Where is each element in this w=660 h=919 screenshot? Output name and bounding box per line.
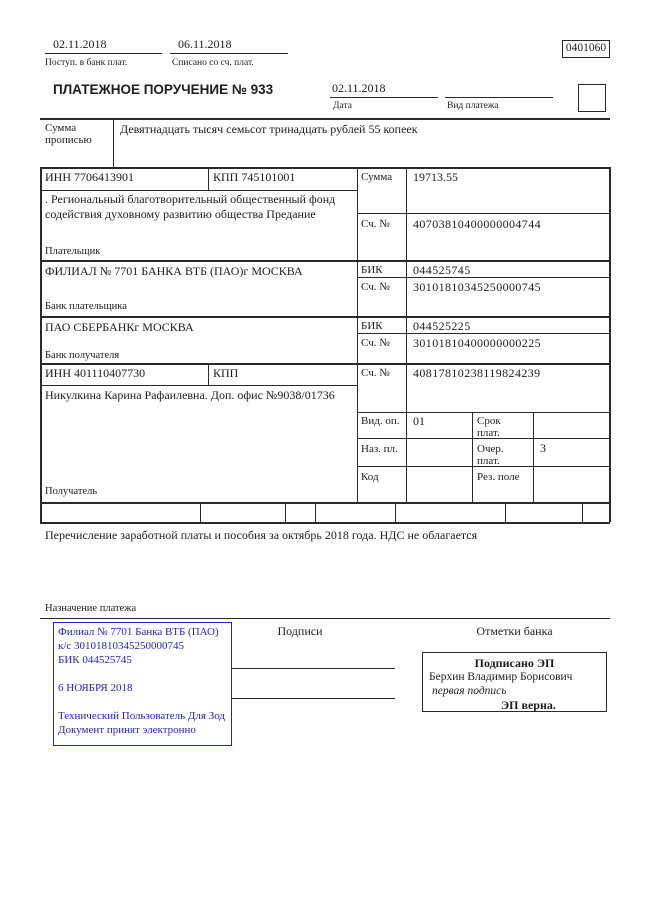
table-line bbox=[208, 167, 209, 190]
purpose-label: Назначение платежа bbox=[45, 603, 137, 614]
payee-account: 40817810238119824239 bbox=[413, 366, 541, 380]
electronic-signature-stamp bbox=[422, 652, 607, 712]
table-line bbox=[285, 502, 286, 522]
term-label: Срок плат. bbox=[477, 415, 501, 439]
payee-bank-bik-label: БИК bbox=[361, 320, 383, 332]
table-line bbox=[40, 167, 42, 522]
table-line bbox=[582, 502, 583, 522]
payer-bank-bik-label: БИК bbox=[361, 264, 383, 276]
table-line bbox=[357, 333, 610, 334]
payer-account-label: Сч. № bbox=[361, 218, 390, 230]
op-type-label: Вид. оп. bbox=[361, 415, 400, 427]
table-line bbox=[208, 363, 209, 385]
form-code-box bbox=[562, 40, 610, 58]
received-in-bank-date: 02.11.2018 bbox=[53, 37, 107, 51]
payer-bank-label: Банк плательщика bbox=[45, 301, 127, 312]
signature-line bbox=[232, 698, 395, 699]
table-line bbox=[472, 412, 473, 502]
payer-bank-bik: 044525745 bbox=[413, 263, 471, 277]
bank-note-line bbox=[58, 667, 227, 681]
payee-label: Получатель bbox=[45, 486, 98, 497]
bank-note-line: к/с 30101810345250000745 bbox=[58, 640, 185, 652]
payer-label: Плательщик bbox=[45, 246, 101, 257]
payee-bank-name: ПАО СБЕРБАНКг МОСКВА bbox=[45, 320, 194, 334]
table-line bbox=[40, 502, 610, 504]
op-type-value: 01 bbox=[413, 414, 425, 428]
table-line bbox=[40, 385, 357, 386]
order-value: 3 bbox=[540, 441, 546, 455]
payer-bank-name: ФИЛИАЛ № 7701 БАНКА ВТБ (ПАО)г МОСКВА bbox=[45, 264, 303, 278]
table-line bbox=[40, 118, 610, 120]
amount-words-label: Сумма прописью bbox=[45, 122, 92, 146]
payment-type-box bbox=[578, 84, 606, 112]
table-line bbox=[40, 316, 610, 318]
date-label: Дата bbox=[333, 101, 352, 111]
bank-note-line: Технический Пользователь Для Зод bbox=[58, 710, 226, 722]
table-line bbox=[533, 412, 534, 502]
payer-inn: ИНН 7706413901 bbox=[45, 170, 134, 184]
payee-bank-bik: 044525225 bbox=[413, 319, 471, 333]
amount-words-value: Девятнадцать тысяч семьсот тринадцать рублей 55 копеек bbox=[120, 122, 418, 136]
bank-electronic-note bbox=[53, 622, 232, 746]
table-line bbox=[40, 167, 610, 169]
purpose-code-label: Наз. пл. bbox=[361, 443, 398, 455]
purpose-underline bbox=[40, 618, 610, 619]
sum-label: Сумма bbox=[361, 171, 393, 183]
payer-account: 40703810400000004744 bbox=[413, 217, 541, 231]
table-line bbox=[357, 277, 610, 278]
signature-line bbox=[232, 668, 395, 669]
table-line bbox=[357, 213, 610, 214]
form-code: 0401060 bbox=[565, 42, 607, 54]
payee-bank-account: 30101810400000000225 bbox=[413, 336, 541, 350]
debited-date: 06.11.2018 bbox=[178, 37, 232, 51]
payer-name: . Региональный благотворительный общественный фонд содействия духовному развитию общества Предание bbox=[45, 192, 336, 221]
sum-value: 19713.55 bbox=[413, 170, 458, 184]
stamp-first-signature-label: первая подпись bbox=[432, 685, 507, 697]
table-line bbox=[40, 260, 610, 262]
stamp-verified-label: ЭП верна. bbox=[501, 698, 556, 712]
table-line bbox=[357, 412, 610, 413]
bank-note-line: БИК 044525745 bbox=[58, 654, 132, 666]
received-date-underline bbox=[45, 53, 162, 54]
payer-kpp: КПП 745101001 bbox=[213, 170, 296, 184]
payee-inn: ИНН 401110407730 bbox=[45, 366, 146, 380]
bank-note-line: Филиал № 7701 Банка ВТБ (ПАО) bbox=[58, 626, 219, 638]
debited-label: Списано со сч. плат. bbox=[172, 58, 254, 68]
table-line bbox=[315, 502, 316, 522]
bank-marks-label: Отметки банка bbox=[476, 624, 553, 638]
table-line bbox=[40, 522, 610, 524]
payment-type-underline bbox=[445, 97, 553, 98]
document-date: 02.11.2018 bbox=[332, 81, 386, 95]
bank-note-line: 6 НОЯБРЯ 2018 bbox=[58, 682, 133, 694]
stamp-signed-label: Подписано ЭП bbox=[474, 656, 555, 670]
code-label: Код bbox=[361, 471, 379, 483]
debited-date-underline bbox=[170, 53, 288, 54]
payee-account-label: Сч. № bbox=[361, 367, 390, 379]
table-line bbox=[406, 167, 407, 502]
table-line bbox=[609, 167, 611, 522]
payer-bank-account-label: Сч. № bbox=[361, 281, 390, 293]
document-title: ПЛАТЕЖНОЕ ПОРУЧЕНИЕ № 933 bbox=[53, 82, 274, 97]
table-line bbox=[40, 363, 610, 365]
table-line bbox=[40, 190, 357, 191]
payee-bank-account-label: Сч. № bbox=[361, 337, 390, 349]
payee-kpp: КПП bbox=[213, 366, 239, 380]
payment-type-label: Вид платежа bbox=[447, 101, 499, 111]
date-underline bbox=[330, 97, 438, 98]
table-line bbox=[395, 502, 396, 522]
table-line bbox=[200, 502, 201, 522]
stamp-signer-name: Берхин Владимир Борисович bbox=[429, 671, 573, 683]
purpose-text: Перечисление заработной платы и пособия за октябрь 2018 года. НДС не облагается bbox=[45, 528, 478, 542]
bank-note-line bbox=[58, 695, 227, 709]
table-line bbox=[357, 167, 358, 502]
table-line bbox=[113, 118, 114, 167]
table-line bbox=[505, 502, 506, 522]
order-label: Очер. плат. bbox=[477, 443, 504, 467]
payer-bank-account: 30101810345250000745 bbox=[413, 280, 541, 294]
payee-name: Никулкина Карина Рафаилевна. Доп. офис №9038/01736 bbox=[45, 388, 335, 402]
payee-bank-label: Банк получателя bbox=[45, 350, 120, 361]
received-in-bank-label: Поступ. в банк плат. bbox=[45, 58, 128, 68]
res-field-label: Рез. поле bbox=[477, 471, 520, 483]
bank-note-line: Документ принят электронно bbox=[58, 724, 196, 736]
signatures-label: Подписи bbox=[277, 624, 323, 638]
